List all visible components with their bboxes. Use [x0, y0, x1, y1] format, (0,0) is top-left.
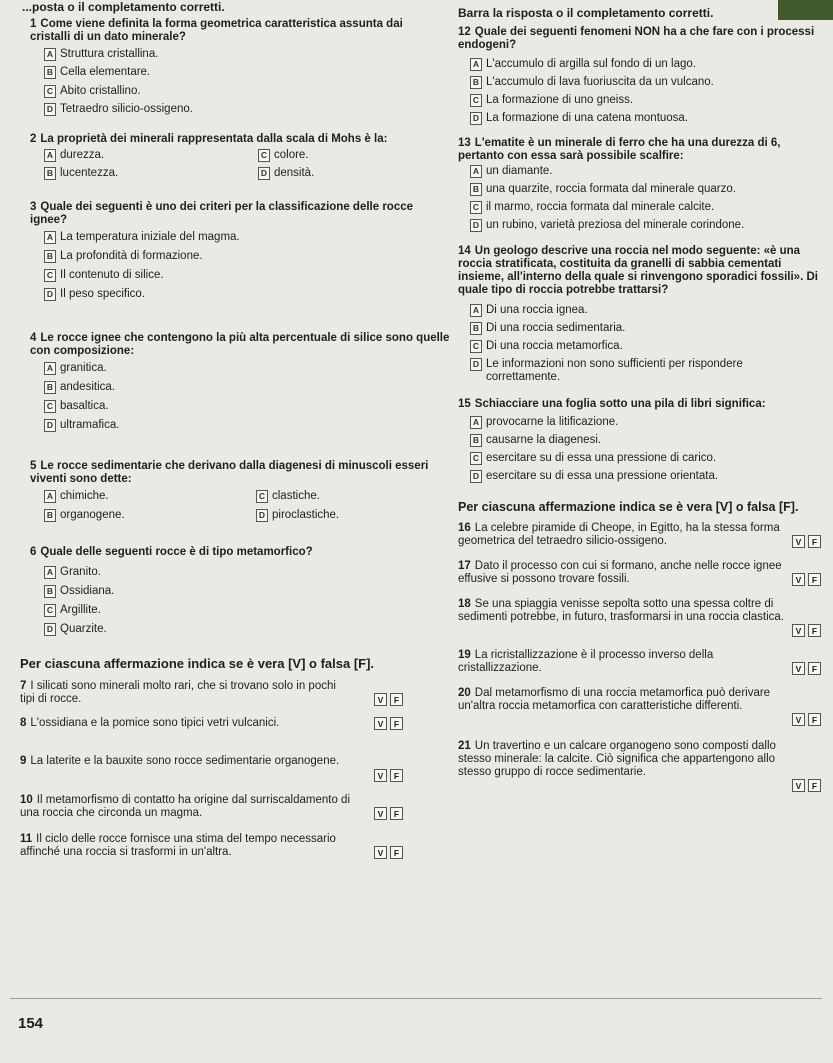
q5-option-d[interactable]: D piroclastiche. — [256, 509, 339, 522]
tf-19 — [792, 662, 821, 675]
q3-option-c[interactable]: C Il contenuto di silice. — [44, 269, 164, 282]
tf-section-title-right: Per ciascuna affermazione indica se è vera [V] o falsa [F]. — [458, 500, 799, 514]
tf-11 — [374, 846, 403, 859]
q12-option-d[interactable]: D La formazione di una catena montuosa. — [470, 112, 688, 125]
q6-option-a[interactable]: A Granito. — [44, 566, 101, 579]
q3-option-b[interactable]: B La profondità di formazione. — [44, 250, 203, 263]
q15-option-b[interactable]: B causarne la diagenesi. — [470, 434, 601, 447]
question-3: 3 Quale dei seguenti è uno dei criteri per la classificazione delle rocce ignee? — [30, 201, 414, 226]
false-box-10[interactable]: F — [390, 807, 403, 820]
question-4: 4 Le rocce ignee che contengono la più alta percentuale di silice sono quelle con composizione: — [30, 332, 450, 357]
q12-option-a[interactable]: A L'accumulo di argilla sul fondo di un lago. — [470, 58, 696, 71]
q2-option-b[interactable]: B lucentezza. — [44, 167, 118, 180]
statement-10: 10 Il metamorfismo di contatto ha origine dal surriscaldamento di una roccia che circonda un magma. — [20, 794, 350, 819]
q5-option-b[interactable]: B organogene. — [44, 509, 125, 522]
false-box-9[interactable]: F — [390, 769, 403, 782]
q5-option-a[interactable]: A chimiche. — [44, 490, 109, 503]
q3-option-a[interactable]: A La temperatura iniziale del magma. — [44, 231, 240, 244]
q5-option-c[interactable]: C clastiche. — [256, 490, 320, 503]
tf-17 — [792, 573, 821, 586]
q14-option-c[interactable]: C Di una roccia metamorfica. — [470, 340, 623, 353]
false-box-18[interactable]: F — [808, 624, 821, 637]
q4-option-a[interactable]: A granitica. — [44, 362, 107, 375]
q2-option-d[interactable]: D densità. — [258, 167, 314, 180]
tf-20 — [792, 713, 821, 726]
statement-7: 7 I silicati sono minerali molto rari, che si trovano solo in pochi tipi di rocce. — [20, 680, 336, 705]
true-box-8[interactable]: V — [374, 717, 387, 730]
question-1: 1 Come viene definita la forma geometrica caratteristica assunta dai cristalli di un dato minerale? — [30, 18, 403, 43]
true-box-10[interactable]: V — [374, 807, 387, 820]
tf-16 — [792, 535, 821, 548]
statement-19: 19 La ricristallizzazione è il processo inverso della cristallizzazione. — [458, 649, 714, 674]
q1-option-d[interactable]: D Tetraedro silicio-ossigeno. — [44, 103, 193, 116]
q1-option-b[interactable]: B Cella elementare. — [44, 66, 150, 79]
q14-option-a[interactable]: A Di una roccia ignea. — [470, 304, 588, 317]
header-right: Barra la risposta o il completamento corretti. — [458, 6, 714, 20]
true-box-7[interactable]: V — [374, 693, 387, 706]
q4-option-c[interactable]: C basaltica. — [44, 400, 109, 413]
true-box-20[interactable]: V — [792, 713, 805, 726]
question-2: 2 La proprietà dei minerali rappresentata dalla scala di Mohs è la: — [30, 133, 388, 145]
false-box-8[interactable]: F — [390, 717, 403, 730]
question-14: 14 Un geologo descrive una roccia nel modo seguente: «è una roccia stratificata, costituita da granelli di sabbia cementati insieme, all'interno della quale si rinvengono sporadici fossili». Di quale tipo di roccia potrebbe trattarsi? — [458, 245, 818, 296]
q15-option-a[interactable]: A provocarne la litificazione. — [470, 416, 618, 429]
question-5: 5 Le rocce sedimentarie che derivano dalla diagenesi di minuscoli esseri viventi sono dette: — [30, 460, 429, 485]
statement-11: 11 Il ciclo delle rocce fornisce una stima del tempo necessario affinché una roccia si trasformi in un'altra. — [20, 833, 336, 858]
q13-option-b[interactable]: B una quarzite, roccia formata dal minerale quarzo. — [470, 183, 736, 196]
tf-18 — [792, 624, 821, 637]
true-box-17[interactable]: V — [792, 573, 805, 586]
q2-option-a[interactable]: A durezza. — [44, 149, 104, 162]
false-box-7[interactable]: F — [390, 693, 403, 706]
q13-option-c[interactable]: C il marmo, roccia formata dal minerale calcite. — [470, 201, 714, 214]
q2-option-c[interactable]: C colore. — [258, 149, 309, 162]
footer-divider — [10, 998, 822, 999]
question-13: 13 L'ematite è un minerale di ferro che ha una durezza di 6, pertanto con essa sarà possibile scalfire: — [458, 137, 781, 162]
q12-option-c[interactable]: C La formazione di uno gneiss. — [470, 94, 633, 107]
q1-option-a[interactable]: A Struttura cristallina. — [44, 48, 158, 61]
page-number: 154 — [18, 1015, 44, 1032]
statement-20: 20 Dal metamorfismo di una roccia metamorfica può derivare un'altra roccia metamorfica con caratteristiche differenti. — [458, 687, 771, 712]
tf-8 — [374, 717, 403, 730]
true-box-19[interactable]: V — [792, 662, 805, 675]
statement-21: 21 Un travertino e un calcare organogeno sono composti dallo stesso minerale: la calcite. Ciò significa che appartengono allo stesso gruppo di rocce sedimentarie. — [458, 740, 776, 778]
true-box-18[interactable]: V — [792, 624, 805, 637]
question-12: 12 Quale dei seguenti fenomeni NON ha a che fare con i processi endogeni? — [458, 26, 815, 51]
q13-option-d[interactable]: D un rubino, varietà preziosa del minerale corindone. — [470, 219, 744, 232]
statement-16: 16 La celebre piramide di Cheope, in Egitto, ha la stessa forma geometrica del tetraedro silicio-ossigeno. — [458, 522, 780, 547]
true-box-11[interactable]: V — [374, 846, 387, 859]
false-box-21[interactable]: F — [808, 779, 821, 792]
q3-option-d[interactable]: D Il peso specifico. — [44, 288, 145, 301]
q6-option-c[interactable]: C Argillite. — [44, 604, 101, 617]
statement-9: 9 La laterite e la bauxite sono rocce sedimentarie organogene. — [20, 755, 340, 767]
true-box-21[interactable]: V — [792, 779, 805, 792]
tf-section-title-left: Per ciascuna affermazione indica se è vera [V] o falsa [F]. — [20, 656, 375, 671]
q1-option-c[interactable]: C Abito cristallino. — [44, 85, 141, 98]
q14-option-d[interactable]: D Le informazioni non sono sufficienti per rispondere correttamente. — [470, 358, 820, 384]
statement-17: 17 Dato il processo con cui si formano, anche nelle rocce ignee effusive si possono trovare fossili. — [458, 560, 782, 585]
false-box-17[interactable]: F — [808, 573, 821, 586]
tf-10 — [374, 807, 403, 820]
statement-8: 8 L'ossidiana e la pomice sono tipici vetri vulcanici. — [20, 717, 280, 729]
false-box-16[interactable]: F — [808, 535, 821, 548]
q12-option-b[interactable]: B L'accumulo di lava fuoriuscita da un vulcano. — [470, 76, 714, 89]
statement-18: 18 Se una spiaggia venisse sepolta sotto una spessa coltre di sedimenti potrebbe, in futuro, trasformarsi in una roccia clastica. — [458, 598, 784, 623]
question-15: 15 Schiacciare una foglia sotto una pila di libri significa: — [458, 398, 766, 410]
false-box-11[interactable]: F — [390, 846, 403, 859]
tf-9 — [374, 769, 403, 782]
q4-option-d[interactable]: D ultramafica. — [44, 419, 119, 432]
true-box-9[interactable]: V — [374, 769, 387, 782]
tf-21 — [792, 779, 821, 792]
corner-tab — [778, 0, 833, 20]
false-box-19[interactable]: F — [808, 662, 821, 675]
question-6: 6 Quale delle seguenti rocce è di tipo metamorfico? — [30, 546, 313, 558]
q6-option-d[interactable]: D Quarzite. — [44, 623, 107, 636]
q15-option-d[interactable]: D esercitare su di essa una pressione orientata. — [470, 470, 718, 483]
q13-option-a[interactable]: A un diamante. — [470, 165, 553, 178]
q4-option-b[interactable]: B andesitica. — [44, 381, 115, 394]
header-left: ...posta o il completamento corretti. — [22, 0, 225, 14]
true-box-16[interactable]: V — [792, 535, 805, 548]
q14-option-b[interactable]: B Di una roccia sedimentaria. — [470, 322, 625, 335]
q15-option-c[interactable]: C esercitare su di essa una pressione di carico. — [470, 452, 716, 465]
q6-option-b[interactable]: B Ossidiana. — [44, 585, 114, 598]
false-box-20[interactable]: F — [808, 713, 821, 726]
tf-7 — [374, 693, 403, 706]
